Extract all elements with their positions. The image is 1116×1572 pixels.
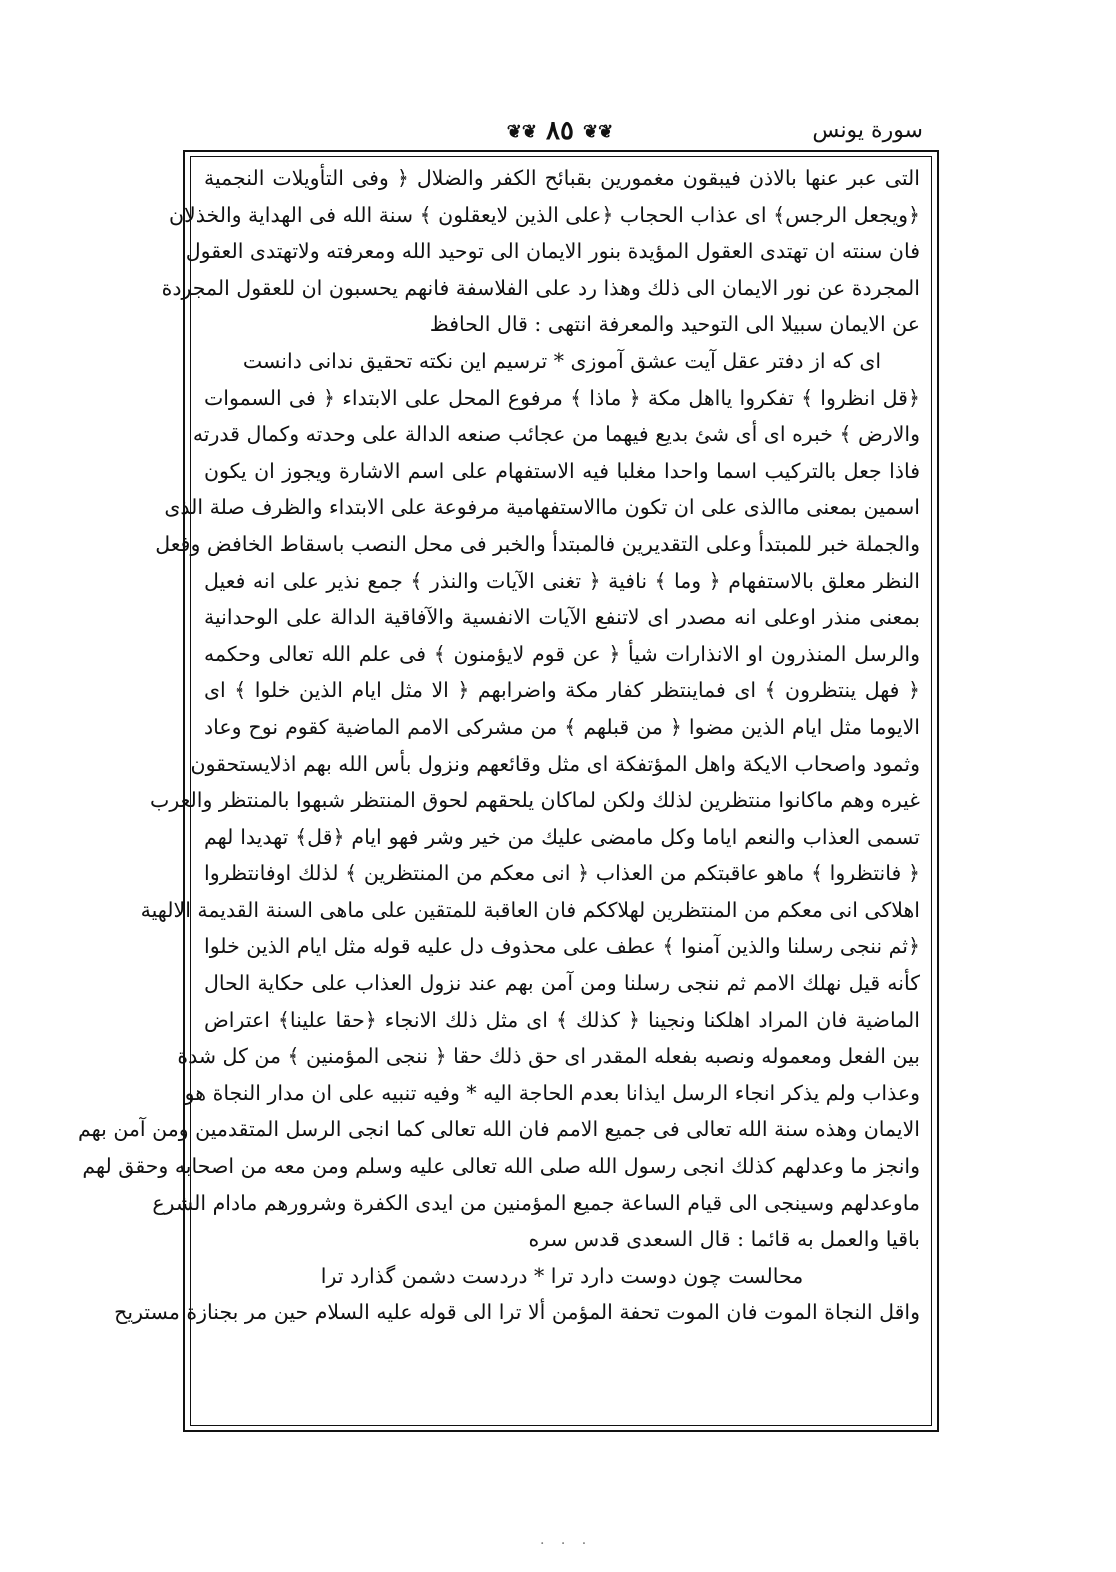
text-line: غيره وهم ماكانوا منتظرين لذلك ولكن لماكان يلحقهم لحوق المنتظر شبهوا بالمنتظر والعرب <box>150 788 920 813</box>
verse-line: اى كه از دفتر عقل آيت عشق آموزى * ترسيم اين نكته تحقيق ندانى دانست <box>242 348 882 373</box>
text-line: تسمى العذاب والنعم اياما وكل مامضى عليك من خير وشر فهو ايام ﴿قل﴾ تهديدا لهم <box>204 824 920 849</box>
text-line: فان سنته ان تهتدى العقول المؤيدة بنور الايمان الى توحيد الله ومعرفته ولاتهتدى العقول <box>185 239 920 264</box>
page-header <box>185 108 935 152</box>
text-line: والرسل المنذرون او الانذارات شيأ ﴿ عن قوم لايؤمنون ﴾ فى علم الله تعالى وحكمه <box>204 641 920 666</box>
text-line: بمعنى منذر اوعلى انه مصدر اى لاتنفع الآيات الانفسية والآفاقية الدالة على الوحدانية <box>204 605 920 630</box>
text-line: الايمان وهذه سنة الله تعالى فى جميع الامم فان الله تعالى كما انجى الرسل المتقدمين ومن آمن بهم <box>78 1117 920 1142</box>
bottom-mark: · · · <box>540 1536 593 1552</box>
text-line: ماوعدلهم وسينجى الى قيام الساعة جميع المؤمنين من ايدى الكفرة وشرورهم مادام الشرع <box>152 1190 920 1215</box>
text-line: واقل النجاة الموت فان الموت تحفة المؤمن ألا ترا الى قوله عليه السلام حين مر بجنازة مستريح <box>114 1300 920 1325</box>
text-line: ﴿قل انظروا ﴾ تفكروا يااهل مكة ﴿ ماذا ﴾ مرفوع المحل على الابتداء ﴿ فى السموات <box>204 385 920 410</box>
text-line: النظر معلق بالاستفهام ﴿ وما ﴾ نافية ﴿ تغنى الآيات والنذر ﴾ جمع نذير على انه فعيل <box>204 568 920 593</box>
text-line: اسمين بمعنى ماالذى على ان تكون ماالاستفهامية مرفوعة على الابتداء والظرف صلة الذى <box>164 495 920 520</box>
text-line: والجملة خبر للمبتدأ وعلى التقديرين فالمبتدأ والخبر فى محل النصب باسقاط الخافض وفعل <box>155 531 920 556</box>
text-line: ﴿ثم ننجى رسلنا والذين آمنوا ﴾ عطف على محذوف دل عليه قوله مثل ايام الذين خلوا <box>204 934 920 959</box>
page-number-text: ٨٥ <box>546 116 574 146</box>
body-text <box>78 160 920 1331</box>
text-line: الايوما مثل ايام الذين مضوا ﴿ من قبلهم ﴾ من مشركى الامم الماضية كقوم نوح وعاد <box>204 714 920 739</box>
text-line: كأنه قيل نهلك الامم ثم ننجى رسلنا ومن آمن بهم عند نزول العذاب على حكاية الحال <box>204 971 920 996</box>
text-line: وثمود واصحاب الايكة واهل المؤتفكة اى مثل وقائعهم ونزول بأس الله بهم اذلايستحقون <box>190 751 920 776</box>
text-line: عن الايمان سبيلا الى التوحيد والمعرفة انتهى : قال الحافظ <box>429 312 920 337</box>
text-line: التى عبر عنها بالاذن فيبقون مغمورين بقبائح الكفر والضلال ﴿ وفى التأويلات النجمية <box>204 166 920 190</box>
text-line: ﴿ فانتظروا ﴾ ماهو عاقبتكم من العذاب ﴿ انى معكم من المنتظرين ﴾ لذلك اوفانتظروا <box>204 861 920 886</box>
text-line: وانجز ما وعدلهم كذلك انجى رسول الله صلى الله تعالى عليه وسلم ومن معه من اصحابه وحقق لهم <box>82 1154 920 1179</box>
text-line: الماضية فان المراد اهلكنا ونجينا ﴿ كذلك ﴾ اى مثل ذلك الانجاء ﴿حقا علينا﴾ اعتراض <box>204 1007 920 1032</box>
text-line: ﴿ فهل ينتظرون ﴾ اى فماينتظر كفار مكة واضرابهم ﴿ الا مثل ايام الذين خلوا ﴾ اى <box>204 678 920 703</box>
text-line: ﴿ويجعل الرجس﴾ اى عذاب الحجاب ﴿على الذين لايعقلون ﴾ سنة الله فى الهداية والخذلان <box>168 202 920 227</box>
text-line: المجردة عن نور الايمان الى ذلك وهذا رد على الفلاسفة فانهم يحسبون ان للعقول المجردة <box>161 275 920 300</box>
text-line: اهلاكى انى معكم من المنتظرين لهلاككم فان العاقبة للمتقين على ماهى السنة القديمة الالهية <box>140 897 920 922</box>
text-line: فاذا جعل بالتركيب اسما واحدا مغلبا فيه الاستفهام على اسم الاشارة ويجوز ان يكون <box>204 458 920 483</box>
text-line: والارض ﴾ خبره اى أى شئ بديع فيهما من عجائب صنعه الدالة على وحدته وكمال قدرته <box>192 422 920 447</box>
text-line: وعذاب ولم يذكر انجاء الرسل ايذانا بعدم الحاجة اليه * وفيه تنبيه على ان مدار النجاة هو <box>184 1080 920 1105</box>
text-line: باقيا والعمل به قائما : قال السعدى قدس سره <box>528 1227 920 1252</box>
left-ornament-icon: ❦❦ <box>583 121 614 143</box>
text-line: بين الفعل ومعموله ونصبه بفعله المقدر اى حق ذلك حقا ﴿ ننجى المؤمنين ﴾ من كل شدة <box>177 1044 920 1069</box>
verse-line: محالست چون دوست دارد ترا * دردست دشمن گذارد ترا <box>320 1263 804 1288</box>
running-title: سورة يونس <box>812 118 923 143</box>
right-ornament-icon: ❦❦ <box>506 121 537 143</box>
